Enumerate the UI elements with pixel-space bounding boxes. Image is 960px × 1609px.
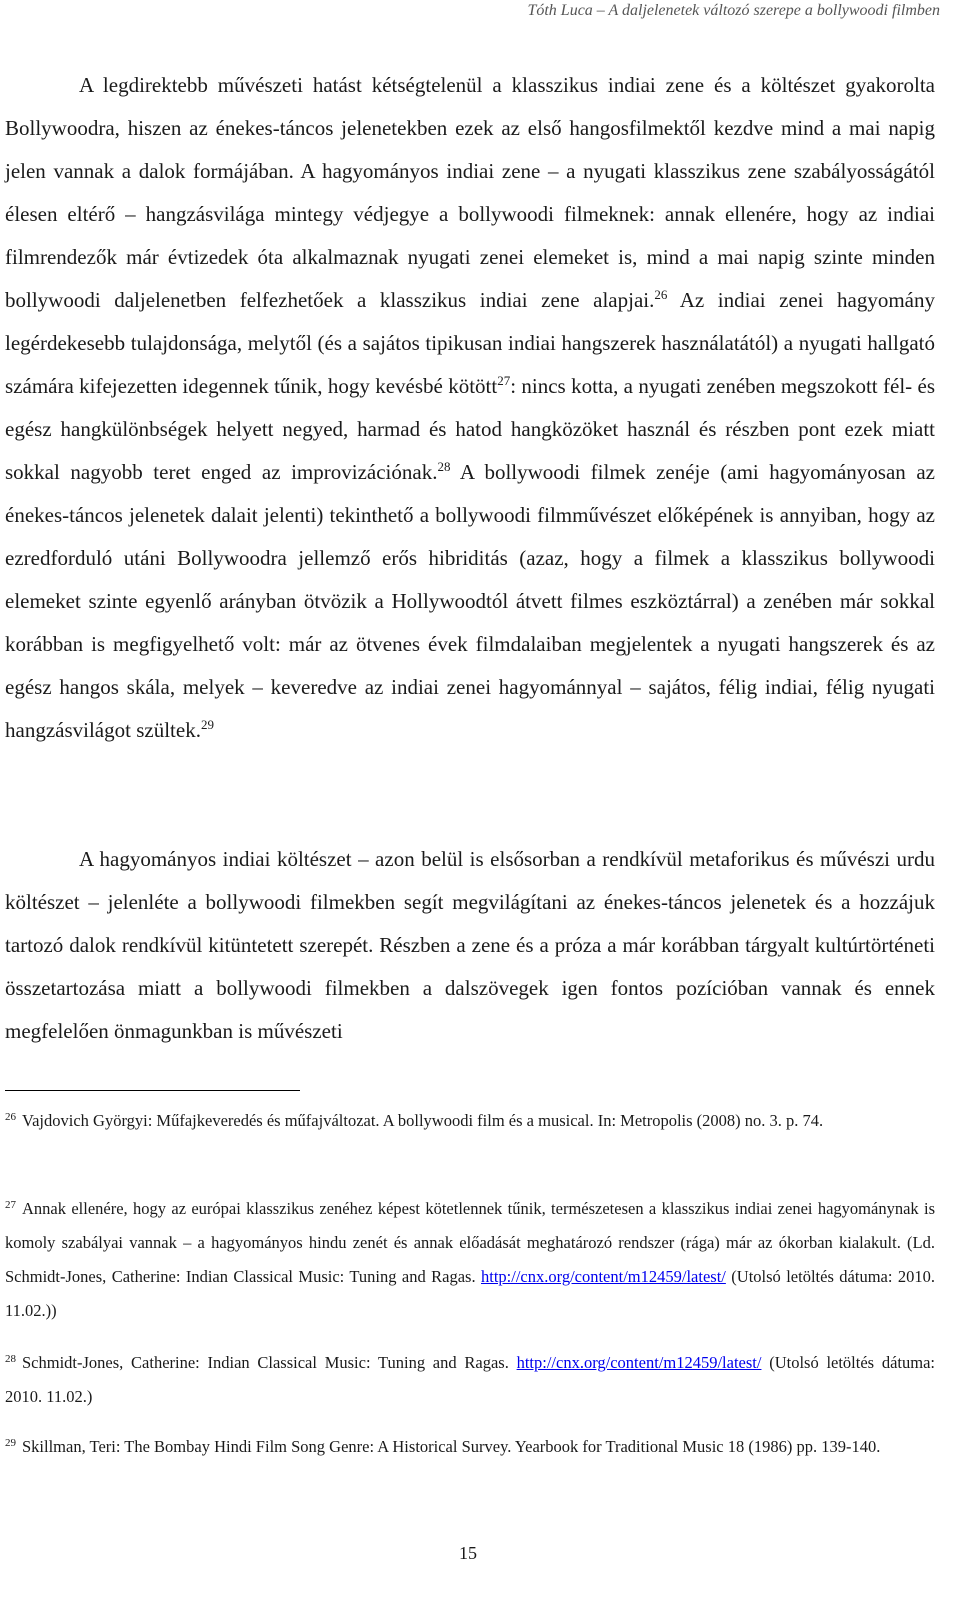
body-paragraph-1 (5, 64, 935, 752)
footnote-text: Annak ellenére, hogy az európai klasszikus zenéhez képest kötetlennek tűnik, természetesen a klasszikus indiai zenei hagyománynak is komoly szabályai vannak – a hagyományos hindu zenét és annak előadását meghatározó rendszer (rága) már az ókorban kialakult. (Ld. Schmidt-Jones, Catherine: Indian Classical Music: Tuning and Ragas. (5, 1199, 935, 1286)
footnote-number: 26 (5, 1110, 16, 1123)
footnote-ref-26[interactable]: 26 (654, 287, 668, 302)
footnote-number: 27 (5, 1198, 16, 1211)
body-paragraph-2: A hagyományos indiai költészet – azon belül is elsősorban a rendkívül metaforikus és művészi urdu költészet – jelenléte a bollywoodi filmekben segít megvilágítani az énekes-táncos jelenetek és a hozzájuk tartozó dalok rendkívül kitüntetett szerepét. Részben a zene és a próza a már korábban tárgyalt kultúrtörténeti összetartozása miatt a bollywoodi filmekben a dalszövegek igen fontos pozícióban vannak és ennek megfelelően önmagunkban is művészeti (5, 847, 935, 1043)
footnote-27 (5, 1192, 935, 1328)
footnote-link[interactable]: http://cnx.org/content/m12459/latest/ (516, 1353, 762, 1372)
para1-text-a: A legdirektebb művészeti hatást kétségtelenül a klasszikus indiai zene és a költészet gyakorolta Bollywoodra, hiszen az énekes-táncos jelenetekben ezek az első hangosfilmektől kezdve mind a mai napig jelen vannak a dalok formájában. A hagyományos indiai zene – a nyugati klasszikus zene szabályosságától élesen eltérő – hangzásvilága mintegy védjegye a bollywoodi filmeknek: annak ellenére, hogy az indiai filmrendezők már évtizedek óta alkalmaznak nyugati zenei elemeket is, mind a mai napig szinte minden bollywoodi daljelenetben felfezhetőek a klasszikus indiai zene alapjai. (5, 73, 935, 312)
footnote-ref-29[interactable]: 29 (200, 717, 214, 732)
footnote-text-after: (Utolsó letöltés dátuma: 2010. 11.02.)) (5, 1267, 935, 1320)
footnote-text-after: (Utolsó letöltés dátuma: 2010. 11.02.) (5, 1353, 935, 1406)
footnote-text: Schmidt-Jones, Catherine: Indian Classical Music: Tuning and Ragas. (22, 1353, 517, 1372)
footnote-number: 28 (5, 1352, 16, 1365)
para1-text-d: A bollywoodi filmek zenéje (ami hagyományosan az énekes-táncos jelenetek dalait jelenti) tekinthető a bollywoodi filmművészet előképének is annyiban, hogy az ezredforduló utáni Bollywoodra jellemző erős hibriditás (azaz, hogy a filmek a klasszikus bollywoodi elemeket szinte egyenlő arányban ötvözik a Hollywoodtól átvett filmes eszköztárral) a zenében már sokkal korábban is megfigyelhető volt: már az ötvenes évek filmdalaiban megjelentek a nyugati hangszerek és az egész hangos skála, melyek – keveredve az indiai zenei hagyománnyal – sajátos, félig indiai, félig nyugati hangzásvilágot szültek. (5, 460, 935, 742)
footnote-link[interactable]: http://cnx.org/content/m12459/latest/ (481, 1267, 726, 1286)
para1-text-c: : nincs kotta, a nyugati zenében megszokott fél- és egész hangkülönbségek helyett negyed, harmad és hatod hangközöket használ és részben pont ezek miatt sokkal nagyobb teret enged az improvizációnak. (5, 374, 935, 484)
footnote-ref-28[interactable]: 28 (437, 459, 451, 474)
page-number: 15 (459, 1543, 477, 1563)
footnote-text: Skillman, Teri: The Bombay Hindi Film Song Genre: A Historical Survey. Yearbook for Traditional Music 18 (1986) pp. 139-140. (22, 1437, 881, 1456)
running-header: Tóth Luca – A daljelenetek változó szerepe a bollywoodi filmben (527, 2, 940, 19)
footnote-separator (5, 1090, 300, 1091)
footnote-29 (5, 1430, 935, 1464)
footnote-ref-27[interactable]: 27 (497, 373, 511, 388)
footnote-text: Vajdovich Györgyi: Műfajkeveredés és műfajváltozat. A bollywoodi film és a musical. In: Metropolis (2008) no. 3. p. 74. (22, 1111, 824, 1130)
footnote-number: 29 (5, 1436, 16, 1449)
footnote-28 (5, 1346, 935, 1414)
para1-text-b: Az indiai zenei hagyomány legérdekesebb tulajdonsága, melytől (és a sajátos tipikusan indiai hangszerek használatától) a nyugati hallgató számára kifejezetten idegennek tűnik, hogy kevésbé kötött (5, 288, 935, 398)
footnote-26 (5, 1104, 935, 1138)
